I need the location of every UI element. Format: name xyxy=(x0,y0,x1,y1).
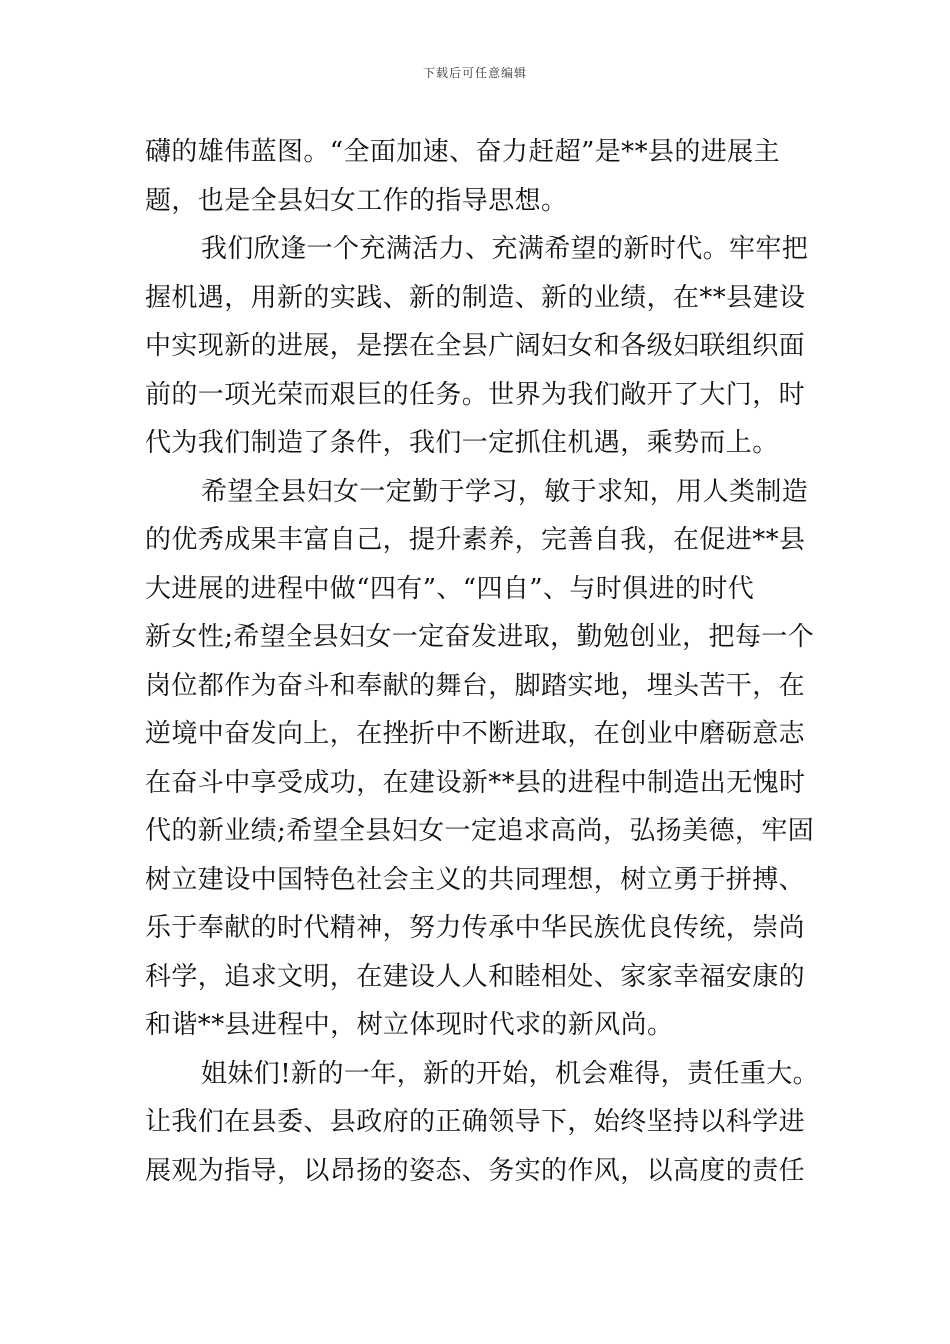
page-header: 下载后可任意编辑 xyxy=(422,66,527,80)
text-line: 岗位都作为奋斗和奉献的舞台，脚踏实地，埋头苦干，在 xyxy=(145,670,806,701)
text-line: 我们欣逢一个充满活力、充满希望的新时代。牢牢把 xyxy=(201,234,809,264)
text-line: 展观为指导，以昂扬的姿态、务实的作风，以高度的责任 xyxy=(145,1155,806,1186)
text-line: 科学，追求文明，在建设人人和睦相处、家家幸福安康的 xyxy=(145,961,806,992)
text-line: 希望全县妇女一定勤于学习，敏于求知，用人类制造 xyxy=(201,476,809,507)
text-line: 握机遇，用新的实践、新的制造、新的业绩，在**县建设 xyxy=(145,282,806,313)
document-body xyxy=(145,128,820,1195)
text-line: 树立建设中国特色社会主义的共同理想，树立勇于拼搏、 xyxy=(145,864,806,895)
text-line: 代为我们制造了条件，我们一定抓住机遇，乘势而上。 xyxy=(145,428,779,458)
text-line: 大进展的进程中做“四有”、“四自”、与时俱进的时代 xyxy=(145,573,755,604)
text-line: 乐于奉献的时代精神，努力传承中华民族优良传统，崇尚 xyxy=(145,913,806,943)
text-line: 前的一项光荣而艰巨的任务。世界为我们敞开了大门，时 xyxy=(145,379,806,410)
text-line: 和谐**县进程中，树立体现时代求的新风尚。 xyxy=(145,1010,674,1040)
text-line: 姐妹们!新的一年，新的开始，机会难得，责任重大。 xyxy=(201,1058,820,1089)
text-line: 礴的雄伟蓝图。“全面加速、奋力赶超”是**县的进展主 xyxy=(145,137,780,167)
text-line: 新女性;希望全县妇女一定奋发进取，勤勉创业，把每一个 xyxy=(145,622,815,652)
text-line: 逆境中奋发向上，在挫折中不断进取，在创业中磨砺意志 xyxy=(145,719,806,749)
text-line: 中实现新的进展，是摆在全县广阔妇女和各级妇联组织面 xyxy=(145,331,806,361)
text-line: 的优秀成果丰富自己，提升素养，完善自我，在促进**县 xyxy=(145,525,806,555)
text-line: 代的新业绩;希望全县妇女一定追求高尚，弘扬美德，牢固 xyxy=(145,816,815,846)
text-line: 在奋斗中享受成功，在建设新**县的进程中制造出无愧时 xyxy=(145,767,806,798)
text-line: 让我们在县委、县政府的正确领导下，始终坚持以科学进 xyxy=(145,1107,806,1137)
text-line: 题，也是全县妇女工作的指导思想。 xyxy=(145,185,568,216)
